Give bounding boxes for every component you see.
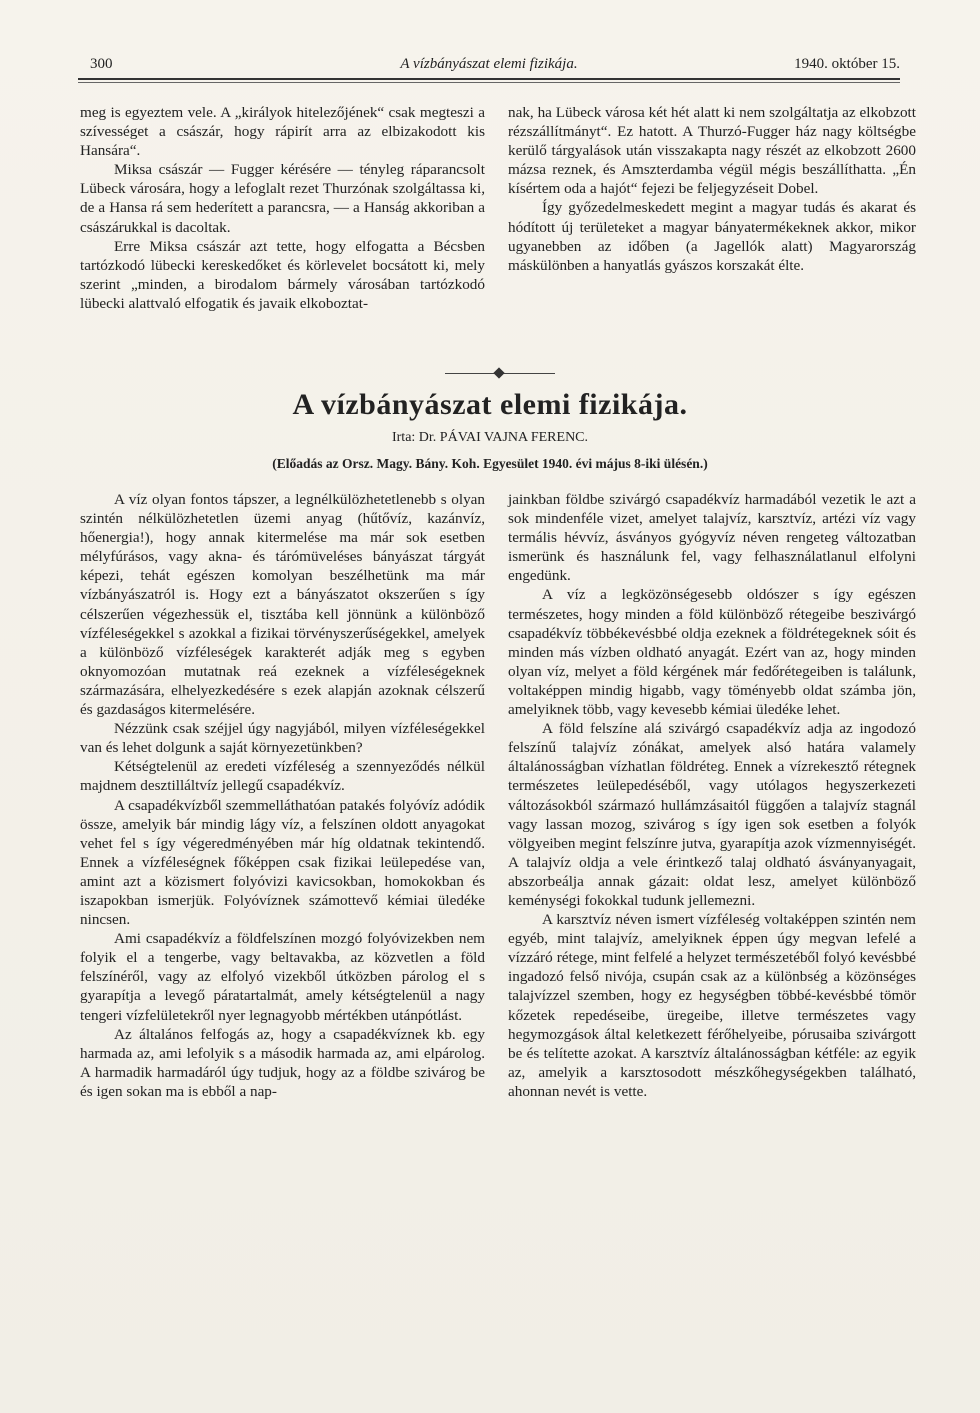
paragraph: A víz a legközönségesebb oldószer s így egészen természetes, hogy minden a föld különböző rétegeibe beszivárgó csapadékvíz többékevésbbé oldja ezeknek a földrétegeknek sóit és minden más vízben oldható anyagát. Ezért van az, hogy minden olyan víz, melyet a föld kérgének már fedőrétegeiben is találunk, voltaképpen mindig higabb, vagy töményebb oldat számba jön, amelyiknek több, vagy kevesebb kémiai üledéke lehet. — [508, 586, 916, 719]
header-rule — [78, 82, 900, 83]
diamond-ornament-icon — [493, 367, 504, 378]
paragraph: Erre Miksa császár azt tette, hogy elfogatta a Bécsben tartózkodó lübecki kereskedőket és körlevelet bocsátott ki, mely szerint „minden, a birodalom bármely városában tartózkodó lübecki alattvaló elfogatik és javaik elkoboztat- — [80, 237, 485, 312]
paragraph: A csapadékvízből szemmelláthatóan patakés folyóvíz adódik össze, amelyik bár mindig lágy víz, a felszínen oldott anyagokat vehet fel s így végeredményében már híg oldatnak tekintendő. Ennek a vízféleségnek főképpen csak fizikai leülepedése van, amint azt a közismert folyóvizi kavicsokban, homokokban és iszapokban ismerjük. Folyóvíznek számottevő kémiai üledéke nincsen. — [80, 796, 485, 929]
paragraph: A víz olyan fontos tápszer, a legnélkülözhetetlenebb s olyan szintén nélkülözhetetlen üzemi anyag (hűtővíz, kazánvíz, hőenergia!), hogy annak kitermelése ma már sok esetben mélyfúrásos, vagy akna- és tárómüveléses bányászat tárgyát képezi, tehát egészen komolyan beszélhetünk ma már vízbányászatról is. Hogy ezt a bányászatot okszerűen s így célszerűen végezhessük el, tisztába kell jönnünk a különböző vízféleségekkel s azokkal a fizikai törvényszerűségekkel, amelyek a különböző vízféleségek karakterét adják meg s egyben oknyomozóan mutatnak reá ezeknek a vízféleségeknek származására, elhelyezkedésére s ezek alapján azoknak célszerű és gazdaságos kitermelésére. — [80, 491, 485, 719]
paragraph: A föld felszíne alá szivárgó csapadékvíz adja az ingodozó felszínű talajvíz zónákat, amelyek alsó határa valamely általánosságban vízhatlan földréteg. Ennek a vízrekesztő rétegnek természetes leülepedéséből, vagy utólagos hegyszerkezeti változásokból származó hullámzásaitól függően a talajvíz stagnál vagy lassan mozog, szivárog s így igen sok esetben a folyók völgyeiben megint felszínre jutva, gyarapítja azok vízmennyiségét. A talajvíz oldja a vele érintkező talaj oldható ásványanyagait, abszorbeálja annak gázait: oldat lesz, amelyet különböző keménységi fokokkal tudunk jellemezni. — [508, 720, 916, 909]
paragraph: meg is egyeztem vele. A „királyok hitelezőjének“ csak megteszi a szívességet a császár, hogy rápirít arra az elbizakodott kis Hansára“. — [80, 104, 485, 160]
running-title: A vízbányászat elemi fizikája. — [400, 56, 578, 72]
section-divider — [445, 368, 555, 378]
paragraph: Kétségtelenül az eredeti vízféleség a szennyeződés nélkül majdnem desztilláltvíz jellegű csapadékvíz. — [80, 758, 485, 795]
paragraph: nak, ha Lübeck városa két hét alatt ki nem szolgáltatja az elkobzott rézszállítmányt“. Ez hatott. A Thurzó-Fugger ház nagy költségbe kerülő tárgyalások után visszakapta nagy részét az elkobzott 2600 mázsa reznek, és Amszterdamba végül mégis beszállíthatta. „Én kísértem oda a hajót“ fejezi be feljegyzéseit Dobel. — [508, 104, 916, 198]
article-left-column — [80, 490, 485, 1101]
paragraph: Nézzünk csak széjjel úgy nagyjából, milyen vízféleségekkel van és lehet dolgunk a saját környezetünkben? — [80, 720, 485, 757]
previous-article-left-column — [80, 103, 485, 313]
running-header — [78, 56, 900, 80]
article-title: A vízbányászat elemi fizikája. — [292, 388, 688, 421]
paragraph: Ami csapadékvíz a földfelszínen mozgó folyóvizekben nem folyik el a tengerbe, vagy beltavakba, az közvetlen a föld felszínéről, vagy az elfolyó vizekből útközben párolog el s gyarapítja a levegő páratartalmát, amely kétségtelenül a nagy tengeri vízfelületekről nyer legnagyobb mértékben utánpótlást. — [80, 930, 485, 1024]
article-subtitle: (Előadás az Orsz. Magy. Bány. Koh. Egyesület 1940. évi május 8-iki ülésén.) — [272, 456, 708, 471]
page-number: 300 — [90, 56, 113, 72]
previous-article-right-column — [508, 103, 916, 275]
paragraph: Az általános felfogás az, hogy a csapadékvíznek kb. egy harmada az, ami lefolyik s a második harmada az, ami elpárolog. A harmadik harmadáról úgy tudjuk, hogy az a földbe szivárog be és igen sokan ma is ebből a nap- — [80, 1025, 485, 1100]
issue-date: 1940. október 15. — [794, 56, 900, 72]
paragraph: jainkban földbe szivárgó csapadékvíz harmadából vezetik le azt a sok mindenféle vizet, amelyet talajvíz, karsztvíz, artézi víz vagy termális hévvíz, ásványos gyógyvíz néven rengeteg változatban ismerünk és használunk fel, vagy felhasználatlanul elfolyni engedünk. — [508, 491, 916, 585]
paragraph: Így győzedelmeskedett megint a magyar tudás és akarat és hódított új területeket a magyar bányatermékeknek akkor, mikor ugyanebben az időben (a Jagellók alatt) Magyarország máskülönben a hanyatlás gyászos korszakát élte. — [508, 199, 916, 274]
paragraph: Miksa császár — Fugger kérésére — tényleg ráparancsolt Lübeck városára, hogy a lefoglalt rezet Thurzónak szolgáltassa ki, de a Hansa rá sem hederített a parancsra, — a Hanság akkoriban a császárukkal is dacoltak. — [80, 161, 485, 236]
article-author: Irta: Dr. PÁVAI VAJNA FERENC. — [391, 430, 589, 445]
article-right-column — [508, 490, 916, 1101]
paragraph: A karsztvíz néven ismert vízféleség voltaképpen szintén nem egyéb, mint talajvíz, amelyiknek éppen úgy megvan lefelé a vízzáró rétege, mint felfelé a helyzet természetéből folyó kevésbbé ingadozó felső nivója, csupán csak az a különbség a közönséges talajvízzel szemben, hogy ez hegységben többé-kevésbbé tömör kőzetek repedéseibe, üregeibe, illetve természetes vagy hegymozgások által keletkezett férőhelyeibe, pórusaiba szivárgott be és telítette azokat. A karsztvíz általánosságban kétféle: az egyik az, amelyik a karsztosodott mészkőhegységekben található, ahonnan nevét is vette. — [508, 911, 916, 1100]
